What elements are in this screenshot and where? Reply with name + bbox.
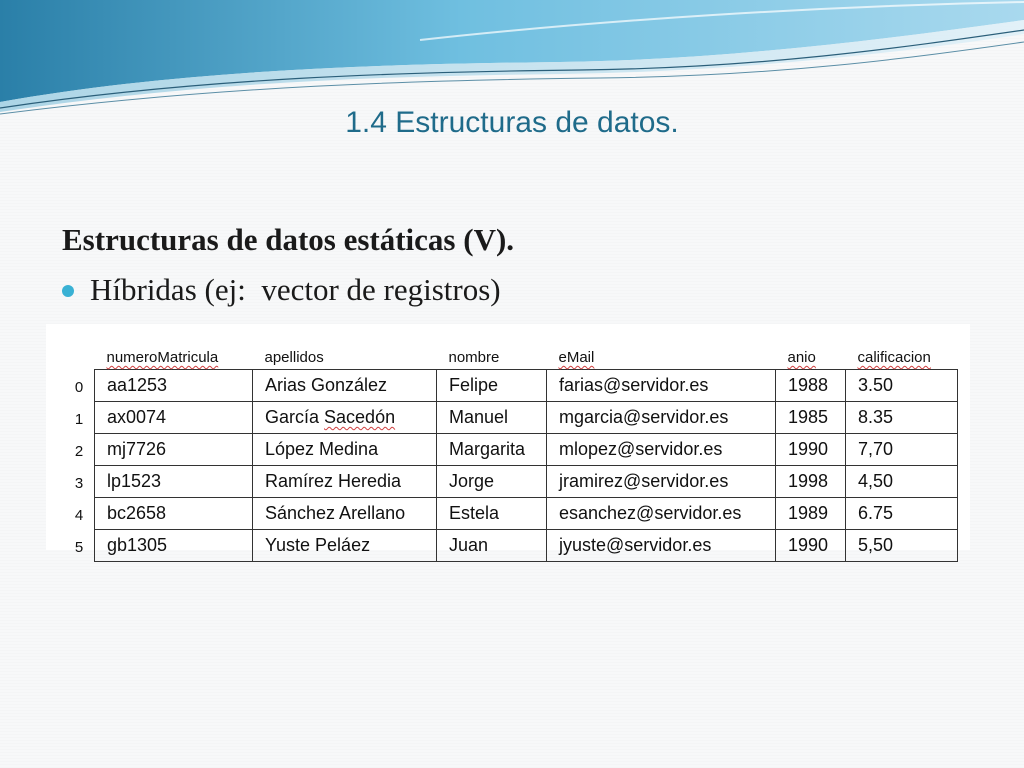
- cell-email: mgarcia@servidor.es: [547, 402, 776, 434]
- column-header-calificacion: calificacion: [857, 349, 931, 366]
- row-index: 4: [74, 507, 84, 524]
- cell-apellidos: Sánchez Arellano: [253, 498, 437, 530]
- row-index: 5: [74, 539, 84, 556]
- row-index: 2: [74, 443, 84, 460]
- table-row: [68, 370, 958, 402]
- cell-numeroMatricula: gb1305: [95, 530, 253, 562]
- cell-calificacion: 8.35: [846, 402, 958, 434]
- bullet-text: Híbridas (ej: vector de registros): [90, 272, 501, 307]
- cell-apellidos: Arias González: [253, 370, 437, 402]
- bullet-item: [62, 272, 501, 308]
- cell-anio: 1985: [776, 402, 846, 434]
- cell-apellidos: López Medina: [253, 434, 437, 466]
- column-header-nombre: nombre: [448, 349, 500, 366]
- cell-calificacion: 4,50: [846, 466, 958, 498]
- cell-numeroMatricula: ax0074: [95, 402, 253, 434]
- column-header-anio: anio: [787, 349, 816, 366]
- spellcheck-underlined-word: Sacedón: [324, 407, 396, 427]
- column-header-email: eMail: [558, 349, 595, 366]
- table-image-panel: [46, 324, 970, 556]
- cell-calificacion: 7,70: [846, 434, 958, 466]
- cell-email: mlopez@servidor.es: [547, 434, 776, 466]
- cell-numeroMatricula: mj7726: [95, 434, 253, 466]
- table-row: [68, 402, 958, 434]
- table-container: [68, 342, 958, 562]
- cell-calificacion: 6.75: [846, 498, 958, 530]
- header-wave-decoration: [0, 0, 1024, 120]
- bullet-icon: [62, 285, 74, 297]
- index-header: [68, 342, 95, 370]
- column-header-numeroMatricula: numeroMatricula: [106, 349, 219, 366]
- cell-anio: 1998: [776, 466, 846, 498]
- slide-title: 1.4 Estructuras de datos.: [345, 106, 679, 139]
- cell-email: esanchez@servidor.es: [547, 498, 776, 530]
- table-row: [68, 466, 958, 498]
- table-row: [68, 434, 958, 466]
- section-subtitle: Estructuras de datos estáticas (V).: [62, 222, 515, 257]
- cell-calificacion: 5,50: [846, 530, 958, 562]
- table-row: [68, 530, 958, 562]
- cell-nombre: Juan: [437, 530, 547, 562]
- cell-anio: 1990: [776, 434, 846, 466]
- column-header-apellidos: apellidos: [264, 349, 324, 366]
- cell-numeroMatricula: lp1523: [95, 466, 253, 498]
- cell-anio: 1989: [776, 498, 846, 530]
- cell-email: jramirez@servidor.es: [547, 466, 776, 498]
- row-index: 0: [74, 379, 84, 396]
- table-row: [68, 498, 958, 530]
- cell-apellidos: García Sacedón: [253, 402, 437, 434]
- row-index: 3: [74, 475, 84, 492]
- cell-apellidos: Ramírez Heredia: [253, 466, 437, 498]
- cell-nombre: Margarita: [437, 434, 547, 466]
- table-header-row: [68, 342, 958, 370]
- cell-nombre: Estela: [437, 498, 547, 530]
- cell-nombre: Manuel: [437, 402, 547, 434]
- cell-email: farias@servidor.es: [547, 370, 776, 402]
- cell-nombre: Jorge: [437, 466, 547, 498]
- row-index: 1: [74, 411, 84, 428]
- records-table: [68, 342, 958, 562]
- cell-apellidos: Yuste Peláez: [253, 530, 437, 562]
- cell-anio: 1990: [776, 530, 846, 562]
- cell-anio: 1988: [776, 370, 846, 402]
- cell-email: jyuste@servidor.es: [547, 530, 776, 562]
- cell-numeroMatricula: bc2658: [95, 498, 253, 530]
- cell-nombre: Felipe: [437, 370, 547, 402]
- cell-calificacion: 3.50: [846, 370, 958, 402]
- cell-numeroMatricula: aa1253: [95, 370, 253, 402]
